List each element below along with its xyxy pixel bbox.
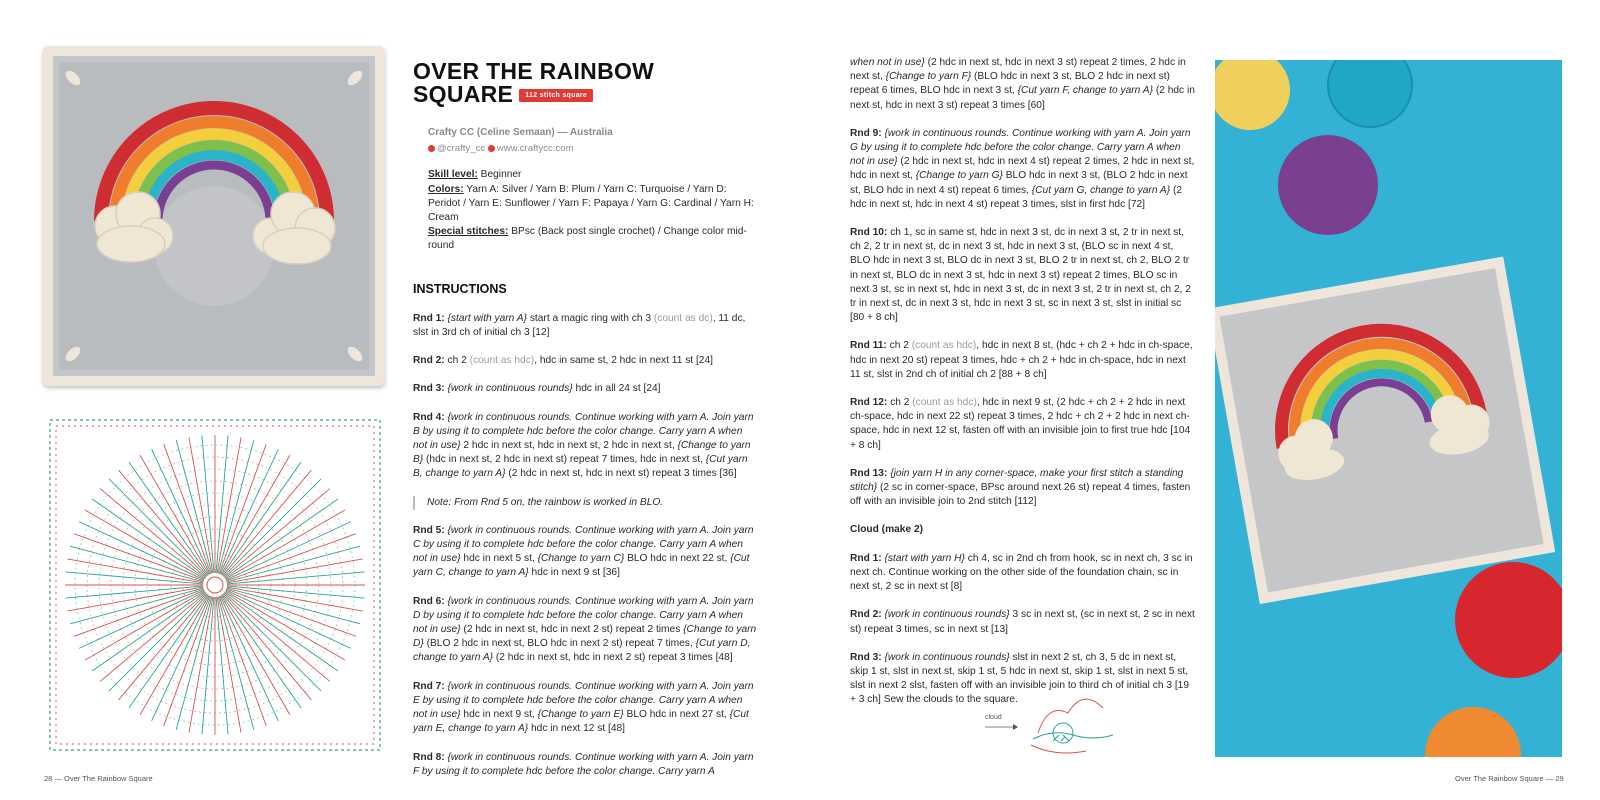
footer-left: 28 — Over The Rainbow Square xyxy=(44,774,153,783)
stitch-ray xyxy=(220,449,278,574)
website-link[interactable]: www.craftycc.com xyxy=(496,143,574,155)
stitch-ray xyxy=(152,596,210,721)
stitch-ray xyxy=(223,479,321,577)
blo-note: Note: From Rnd 5 on, the rainbow is worked in BLO. xyxy=(413,496,758,510)
stitch-ray xyxy=(227,572,364,584)
colors-label: Colors: xyxy=(428,183,464,195)
title-line-1: OVER THE RAINBOW xyxy=(413,58,655,84)
stitch-ray xyxy=(223,593,321,691)
colors-value: Yarn A: Silver / Yarn B: Plum / Yarn C: Turquoise / Yarn D: Peridot / Yarn E: Sunflower / Yarn F: Papaya / Yarn G: Cardinal / Yarn H: Cream xyxy=(428,183,754,224)
stitch-count-badge: 112 stitch square xyxy=(519,89,593,102)
stitch-ray xyxy=(224,489,330,578)
round-4: Rnd 4: {work in continuous rounds. Continue working with yarn A. Join yarn B by using it to complete hdc before the color change. Carry yarn A when not in use} 2 hdc in next st, hdc in next st, 2 hdc in next st, {Change to yarn B} (hdc in next st, 2 hdc in next st) repeat 7 times, hdc in next st, {Cut yarn B, change to yarn A} (2 hdc in next st, hdc in next st) repeat 3 times [36] xyxy=(413,411,754,480)
cloud-round-3: Rnd 3: {work in continuous rounds} slst in next 2 st, ch 3, 5 dc in next st, skip 1 st, slst in next st, skip 1 st, 5 hdc in next st, skip 1 st, slst in next 5 st, slst in next 2 slst, fasten off with an invisible join to third ch of initial ch 3 [19 + 3 ch] Sew the clouds to the square. xyxy=(850,651,1190,706)
cloud-stitch-chart xyxy=(983,683,1133,763)
stitch-ray xyxy=(70,588,203,624)
round-13: Rnd 13: {join yarn H in any corner-space, make your first stitch a standing stitch} (2 sc in corner-space, BPsc around next 26 st) repeat 4 times, fasten off with an invisible join to 2nd stitch [112] xyxy=(850,467,1191,508)
round-3: Rnd 3: {work in continuous rounds} hdc in all 24 st [24] xyxy=(413,383,661,395)
skill-value: Beginner xyxy=(477,169,522,181)
stitch-ray xyxy=(218,440,254,573)
stitch-ray xyxy=(109,479,207,577)
pattern-title xyxy=(413,60,758,106)
instagram-handle[interactable]: @crafty_cc xyxy=(437,143,486,155)
stitch-ray xyxy=(226,522,351,580)
stitch-ray xyxy=(216,436,228,573)
footer-right: Over The Rainbow Square — 29 xyxy=(1455,774,1564,783)
stitch-ray xyxy=(66,586,203,598)
cloud-round-1: Rnd 1: {start with yarn H} ch 4, sc in 2nd ch from hook, sc in next ch, 3 sc in next ch. Continue working on the other side of the foundation chain, sc in next st, 2 sc in next st [8] xyxy=(850,552,1193,593)
yarn-photo xyxy=(1215,60,1562,757)
round-5: Rnd 5: {work in continuous rounds. Continue working with yarn A. Join yarn C by using it to complete hdc before the color change. Carry yarn A when not in use} hdc in next 5 st, {Change to yarn C} BLO hdc in next 22 st, {Cut yarn C, change to yarn A} hdc in next 9 st [36] xyxy=(413,524,754,579)
designer-credit: Crafty CC (Celine Semaan) — Australia xyxy=(428,127,613,138)
stitch-ray xyxy=(223,594,312,700)
round-8-continued: when not in use} (2 hdc in next st, hdc in next 3 st) repeat 2 times, 2 hdc in next st, {Change to yarn F} (BLO hdc in next 3 st, BLO 2 hdc in next st) repeat 6 times, BLO hdc in next 3 st, {Cut yarn F, change to yarn A} (2 hdc in next st, hdc in next 3 st) repeat 3 times [60] xyxy=(850,57,1195,111)
cloud-chart-diagram xyxy=(983,683,1133,763)
instagram-icon xyxy=(428,145,435,152)
round-2: Rnd 2: ch 2 (count as hdc), hdc in same st, 2 hdc in next 11 st [24] xyxy=(413,355,713,367)
stitch-ray xyxy=(100,489,206,578)
square-photo xyxy=(43,46,385,386)
stitch-ray xyxy=(227,546,360,582)
stitch-ray xyxy=(220,596,278,721)
stitch-ray xyxy=(202,436,214,573)
round-11: Rnd 11: ch 2 (count as hdc), hdc in next 8 st, (hdc + ch 2 + hdc in ch-space, hdc in next 20 st) repeat 3 times, hdc + ch 2 + hdc in ch-space, hdc in next 11 st, slst in 2nd ch of initial ch 2 [88 + 8 ch] xyxy=(850,340,1193,380)
stitch-ray xyxy=(152,449,210,574)
round-9: Rnd 9: {work in continuous rounds. Continue working with yarn A. Join yarn G by using it to complete hdc before the color change. Carry yarn A when not in use} (2 hdc in next st, hdc in next 4 st) repeat 2 times, 2 hdc in next st, hdc in next st, {Change to yarn G} BLO hdc in next 3 st, (BLO 2 hdc in next st, BLO hdc in next 4 st) repeat 6 times, {Cut yarn G, change to yarn A} (2 hdc in next st, hdc in next 4 st) repeat 3 times, slst in first hdc [72] xyxy=(850,127,1195,210)
special-value: BPsc (Back post single crochet) / Change color mid-round xyxy=(428,226,747,252)
round-10: Rnd 10: ch 1, sc in same st, hdc in next 3 st, dc in next 3 st, 2 tr in next st, ch 2, 2 tr in next st, dc in next 3 st, hdc in next 3 st, (BLO sc in next 4 st, BLO hdc in next 3 st, BLO dc in next 3 st, BLO 2 tr in next st, ch 2, BLO 2 tr in next st, BLO dc in next 3 st, hdc in next 3 st) repeat 2 times, BLO sc in next 3 st, sc in next st, hdc in next 3 st, dc in next 3 st, 2 tr in next st, ch 2, 2 tr in next st, dc in next 3 st, hdc in next 3 st, sc in next 3 st, slst in initial sc [80 + 8 ch] xyxy=(850,227,1191,324)
stitch-chart xyxy=(44,414,386,756)
stitch-ray xyxy=(223,470,312,576)
stitch-ray xyxy=(70,546,203,582)
yarn-and-square-illustration xyxy=(1215,60,1562,757)
stitch-ray xyxy=(216,597,228,734)
stitch-ray xyxy=(176,597,212,730)
round-7: Rnd 7: {work in continuous rounds. Continue working with yarn A. Join yarn E by using it to complete hdc before the color change. Carry yarn A when not in use} hdc in next 9 st, {Change to yarn E} BLO hdc in next 27 st, {Cut yarn E, change to yarn A} hdc in next 12 st [48] xyxy=(413,680,754,735)
stitch-ray xyxy=(202,597,214,734)
cloud-heading: Cloud (make 2) xyxy=(850,524,924,536)
title-line-2: SQUARE xyxy=(413,81,514,107)
website-icon xyxy=(488,145,495,152)
round-1: Rnd 1: {start with yarn A} start a magic ring with ch 3 (count as dc), 11 dc, slst in 3rd ch of initial ch 3 [12] xyxy=(413,312,746,339)
stitch-ray xyxy=(226,590,351,648)
stitch-ray xyxy=(100,593,206,682)
stitch-ray xyxy=(119,594,208,700)
stitch-ray xyxy=(176,440,212,573)
pattern-meta xyxy=(428,168,758,253)
special-label: Special stitches: xyxy=(428,226,509,238)
round-8: Rnd 8: {work in continuous rounds. Continue working with yarn A. Join yarn F by using it to complete hdc before the color change. Carry yarn A xyxy=(413,751,754,777)
skill-label: Skill level: xyxy=(428,169,478,181)
stitch-ray xyxy=(66,572,203,584)
stitch-chart-diagram xyxy=(44,414,386,756)
stitch-ray xyxy=(79,590,204,648)
stitch-ray xyxy=(79,522,204,580)
stitch-ray xyxy=(109,593,207,691)
pattern-column-left xyxy=(413,56,758,793)
stitch-ray xyxy=(218,597,254,730)
pattern-column-right xyxy=(850,56,1195,722)
cloud-round-2: Rnd 2: {work in continuous rounds} 3 sc in next st, (sc in next st, 2 sc in next st) repeat 3 times, sc in next st [13] xyxy=(850,609,1195,635)
stitch-ray xyxy=(227,588,360,624)
stitch-ray xyxy=(119,470,208,576)
rainbow-square-illustration xyxy=(43,46,385,386)
designer-links xyxy=(428,142,758,156)
stitch-ray xyxy=(224,593,330,682)
instructions-heading: INSTRUCTIONS xyxy=(413,281,507,296)
round-6: Rnd 6: {work in continuous rounds. Continue working with yarn A. Join yarn D by using it to complete hdc before the color change. Carry yarn A when not in use} (2 hdc in next st, hdc in next 2 st) repeat 2 times {Change to yarn D} (BLO 2 hdc in next st, BLO hdc in next 2 st) repeat 7 times, {Cut yarn D, change to yarn A} (2 hdc in next st, hdc in next 2 st) repeat 3 times [48] xyxy=(413,595,757,664)
round-12: Rnd 12: ch 2 (count as hdc), hdc in next 9 st, (2 hdc + ch 2 + 2 hdc in next ch-space, hdc in next 22 st) repeat 3 times, 2 hdc + ch 2 + 2 hdc in next ch-space, hdc in next 12 st, fasten off with an invisible join to first true hdc [104 + 8 ch] xyxy=(850,397,1191,451)
stitch-ray xyxy=(227,586,364,598)
cloud-chart-label: cloud xyxy=(985,714,1002,721)
